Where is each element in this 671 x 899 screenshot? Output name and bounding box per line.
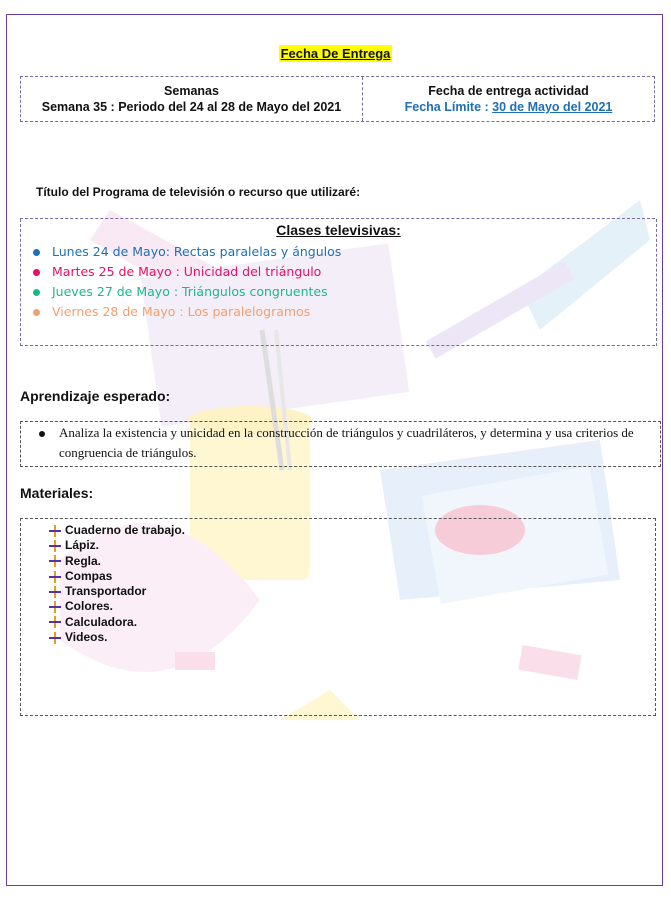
bullet-icon	[33, 249, 40, 256]
program-label: Título del Programa de televisión o recurso que utilizaré:	[36, 185, 361, 199]
material-text: Videos.	[65, 630, 108, 645]
classes-inner	[20, 219, 657, 346]
material-item	[49, 630, 655, 645]
material-item	[49, 554, 655, 569]
material-item	[49, 615, 655, 630]
weeks-header: Semanas	[164, 84, 219, 98]
materials-heading: Materiales:	[20, 485, 94, 501]
class-item	[33, 302, 656, 322]
deadline-value: 30 de Mayo del 2021	[492, 100, 613, 114]
material-item	[49, 538, 655, 553]
materials-box	[20, 518, 656, 716]
class-item-text: Jueves 27 de Mayo : Triángulos congruentes	[52, 284, 328, 299]
class-item-text: Viernes 28 de Mayo : Los paralelogramos	[52, 304, 311, 319]
material-item	[49, 584, 655, 599]
learning-text: Analiza la existencia y unicidad en la construcción de triángulos y cuadriláteros, y determina y usa criterios de congruencia de triángulos.	[59, 425, 634, 460]
material-item	[49, 569, 655, 584]
learning-box	[20, 421, 661, 467]
classes-box	[20, 218, 655, 346]
bullet-icon	[33, 269, 40, 276]
material-text: Regla.	[65, 553, 102, 568]
material-text: Calculadora.	[65, 614, 138, 629]
classes-heading: Clases televisivas:	[276, 222, 401, 238]
weeks-cell	[21, 77, 363, 121]
material-text: Compas	[65, 568, 113, 583]
class-item-text: Lunes 24 de Mayo: Rectas paralelas y ángulos	[52, 244, 342, 259]
plus-bullet-icon	[49, 601, 61, 613]
material-text: Cuaderno de trabajo.	[65, 523, 186, 537]
plus-bullet-icon	[49, 632, 61, 644]
material-text: Colores.	[65, 599, 114, 614]
plus-bullet-icon	[49, 586, 61, 598]
plus-bullet-icon	[49, 555, 61, 567]
plus-bullet-icon	[49, 571, 61, 583]
deadline-header: Fecha de entrega actividad	[428, 84, 589, 98]
class-item-text: Martes 25 de Mayo : Unicidad del triángulo	[52, 264, 322, 279]
material-text: Transportador	[65, 584, 147, 599]
class-item	[33, 282, 656, 302]
plus-bullet-icon	[49, 525, 61, 537]
weeks-value: Semana 35 : Periodo del 24 al 28 de Mayo del 2021	[41, 100, 342, 114]
class-item	[33, 242, 656, 262]
classes-list	[21, 242, 656, 322]
page-title	[0, 45, 671, 63]
plus-bullet-icon	[49, 540, 61, 552]
bullet-icon	[33, 309, 40, 316]
plus-bullet-icon	[49, 616, 61, 628]
bullet-icon	[39, 431, 45, 437]
deadline-label: Fecha Límite :	[404, 100, 489, 114]
bullet-icon	[33, 289, 40, 296]
page-title-text: Fecha De Entrega	[280, 46, 391, 61]
class-item	[33, 262, 656, 282]
material-item	[49, 599, 655, 614]
learning-heading: Aprendizaje esperado:	[20, 388, 171, 404]
deadline-cell	[363, 77, 654, 121]
material-item	[49, 523, 655, 538]
material-text: Lápiz.	[65, 538, 100, 553]
deadline-line	[363, 99, 654, 115]
materials-list	[21, 519, 655, 645]
schedule-table	[20, 76, 655, 122]
